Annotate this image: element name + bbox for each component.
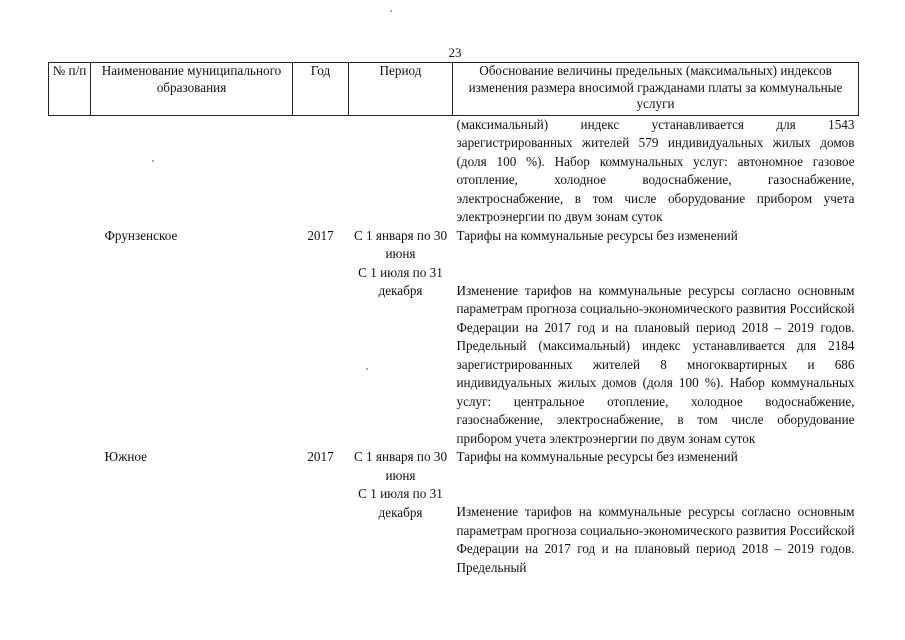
basis-cell: Изменение тарифов на коммунальные ресурсы согласно основным параметрам прогноза социально-экономического развития Российской Федерации на 2017 год и на плановый период 2018 – 2019 годов. Предельный	[456, 504, 855, 575]
continuation-row	[49, 115, 859, 227]
scan-speck	[152, 160, 154, 162]
period-cell: С 1 января по 30 июня	[353, 227, 448, 261]
header-name: Наименование муниципального образования	[91, 63, 293, 116]
continuation-text: (максимальный) индекс устанавливается для 1543 зарегистрированных жителей 579 индивидуальных жилых домов (доля 100 %). Набор коммунальных услуг: автономное газовое отопление, холодное водоснабжение, газоснабжение, электроснабжение, в том числе оборудование прибором учета электроэнергии по двум зонам суток	[456, 116, 855, 224]
basis-cell: Тарифы на коммунальные ресурсы без изменений	[456, 227, 738, 243]
header-period: Период	[349, 63, 453, 116]
tariff-table	[48, 62, 859, 577]
table-row	[49, 264, 859, 449]
scan-speck	[390, 10, 392, 12]
table-row	[49, 227, 859, 264]
year-cell: 2017	[307, 227, 334, 243]
basis-cell: Изменение тарифов на коммунальные ресурсы согласно основным параметрам прогноза социально-экономического развития Российской Федерации на 2017 год и на плановый период 2018 – 2019 годов. Предельный (максимальный) индекс устанавливается для 2184 зарегистрированных жителей 8 многоквартирных и 686 индивидуальных жилых домов (доля 100 %). Набор коммунальных услуг: центральное отопление, холодное водоснабжение, газоснабжение, электроснабжение, в том числе оборудование прибором учета электроэнергии по двум зонам суток	[456, 282, 855, 446]
basis-cell: Тарифы на коммунальные ресурсы без изменений	[456, 449, 738, 464]
table-header-row	[49, 63, 859, 116]
page-number: 23	[448, 45, 462, 60]
period-cell: С 1 июля по 31 декабря	[358, 264, 443, 298]
municipality-name: Фрунзенское	[104, 227, 178, 243]
table-row	[49, 448, 859, 485]
period-cell: С 1 января по 30 июня	[353, 449, 448, 483]
scan-speck	[366, 368, 368, 370]
header-num: № п/п	[49, 63, 91, 116]
year-cell: 2017	[307, 449, 334, 464]
header-year: Год	[293, 63, 349, 116]
period-cell: С 1 июля по 31 декабря	[358, 486, 443, 520]
header-basis: Обоснование величины предельных (максимальных) индексов изменения размера вносимой гражданами платы за коммунальные услуги	[453, 63, 859, 116]
municipality-name: Южное	[104, 449, 147, 464]
table-row	[49, 485, 859, 577]
